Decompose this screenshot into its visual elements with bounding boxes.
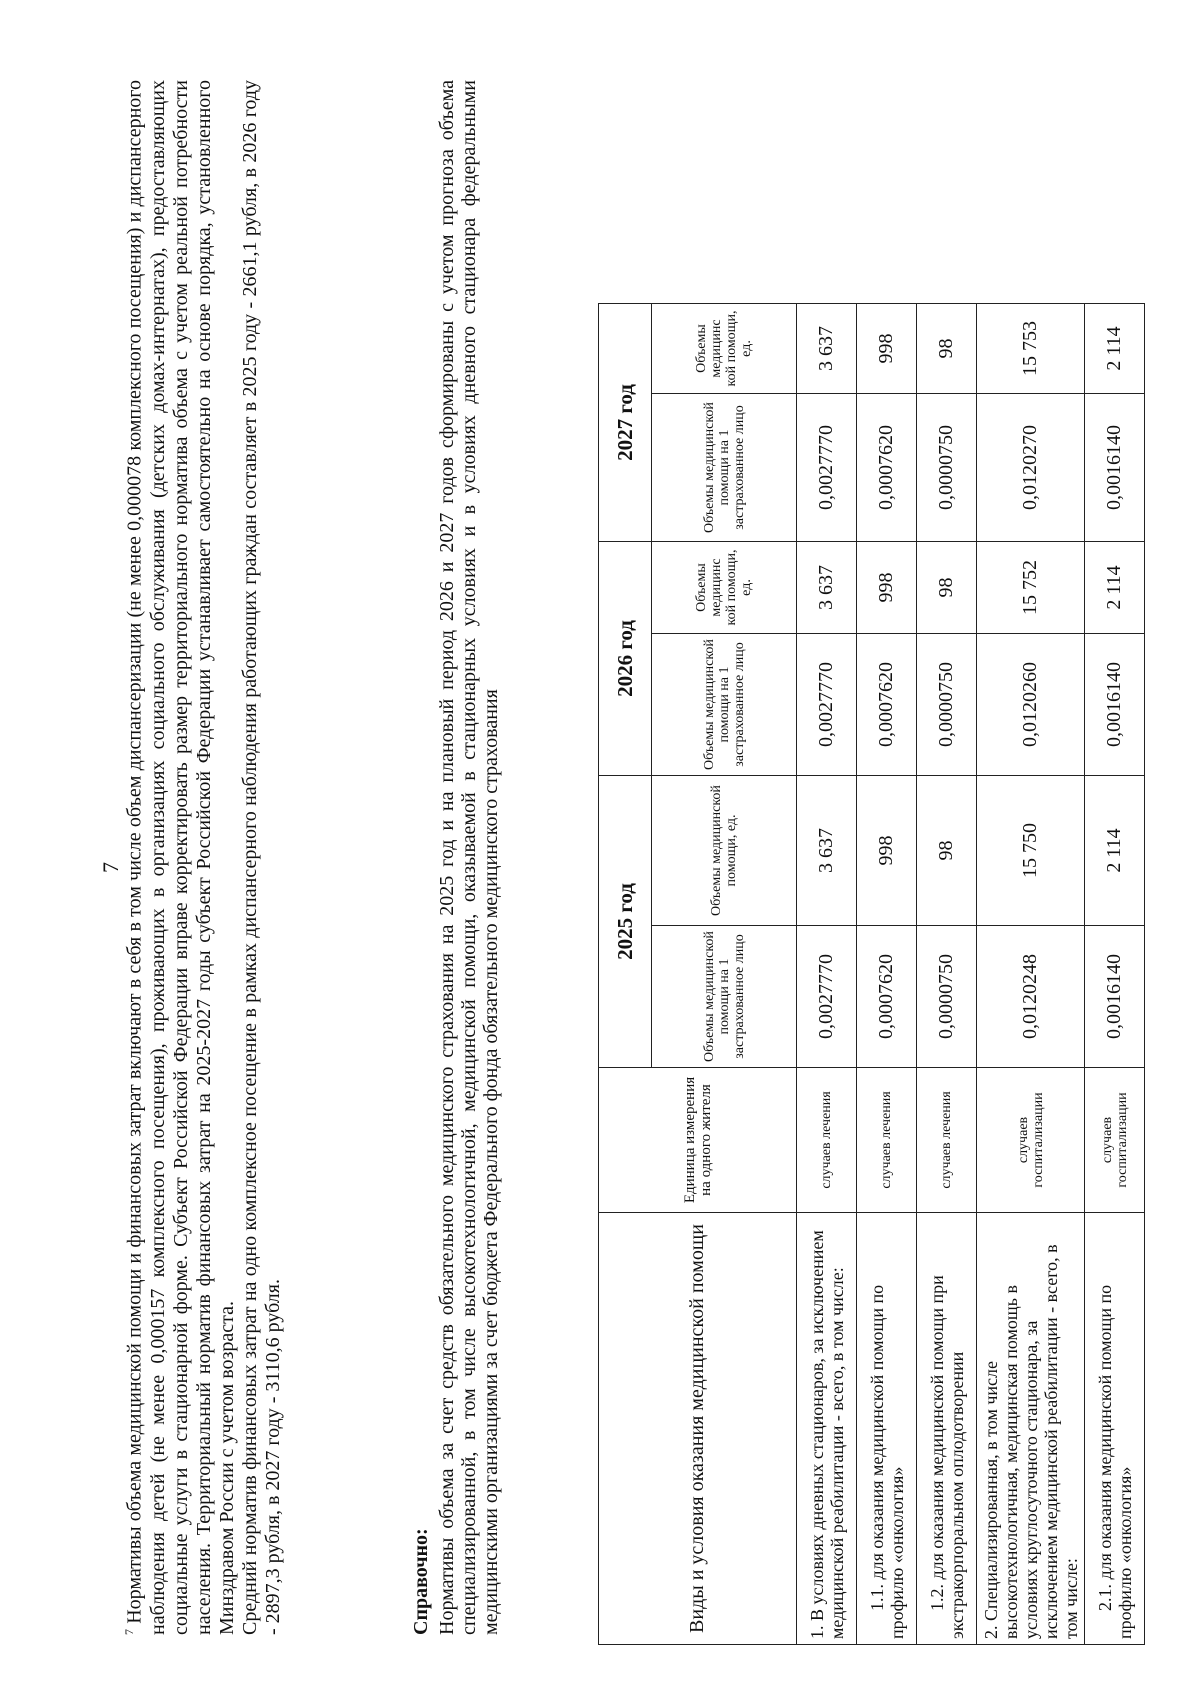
- cell-2026-total: 3 637: [797, 542, 857, 634]
- cell-2027-rate: 0,0027770: [797, 394, 857, 542]
- cell-2025-rate: 0,0000750: [917, 926, 977, 1068]
- cell-2027-rate: 0,0007620: [857, 394, 917, 542]
- reference-text: Нормативы объема за счет средств обязательного медицинского страхования на 2025 год и на плановый период 2026 и 2027 годов сформированы с учетом прогноза объема специализированной, в том числе высокотехнологичной, медицинской помощи, оказываемой в стационарных условиях и в условиях дневного стационара федеральными медицинскими организациями за счет бюджета Федерального фонда обязательного медицинского страхования: [436, 80, 502, 1635]
- footnote-paragraph-1: [118, 80, 239, 1635]
- table-row: [917, 304, 977, 1645]
- cell-2025-total: 2 114: [1085, 776, 1145, 926]
- row-unit: случаев госпитализации: [1085, 1068, 1145, 1213]
- footnote: [118, 80, 285, 1635]
- header-2026-rate: Объемы медицинской помощи на 1 застрахованное лицо: [652, 634, 797, 776]
- row-type: 1.1. для оказания медицинской помощи по профилю «онкология»: [857, 1213, 917, 1645]
- row-type: 1. В условиях дневных стационаров, за исключением медицинской реабилитации - всего, в том числе:: [797, 1213, 857, 1645]
- cell-2026-rate: 0,0027770: [797, 634, 857, 776]
- cell-2026-total: 2 114: [1085, 542, 1145, 634]
- cell-2027-total: 98: [917, 304, 977, 394]
- footnote-paragraph-2: Средний норматив финансовых затрат на одно комплексное посещение в рамках диспансерного наблюдения работающих граждан составляет в 2025 году - 2661,1 рубля, в 2026 году - 2897,3 рубля, в 2027 году - 3110,6 рубля.: [238, 80, 284, 1635]
- cell-2026-total: 98: [917, 542, 977, 634]
- header-year-2026: 2026 год: [599, 542, 652, 776]
- cell-2026-rate: 0,0120260: [977, 634, 1085, 776]
- header-2027-rate: Объемы медицинской помощи на 1 застрахованное лицо: [652, 394, 797, 542]
- footnote-marker: 7: [122, 1629, 136, 1635]
- row-unit: случаев лечения: [797, 1068, 857, 1213]
- cell-2025-rate: 0,0016140: [1085, 926, 1145, 1068]
- cell-2027-rate: 0,0016140: [1085, 394, 1145, 542]
- cell-2026-total: 15 752: [977, 542, 1085, 634]
- footnote-text-1: Нормативы объема медицинской помощи и финансовых затрат включают в себя в том числе объем диспансеризации (не менее 0,000078 комплексного посещения) и диспансерного наблюдения детей (не менее 0,000157 комплексного посещения), проживающих в организациях социального обслуживания (детских домах-интернатах), предоставляющих социальные услуги в стационарной форме. Субъект Российской Федерации вправе корректировать размер территориального норматива объема с учетом реальной потребности населения. Территориальный норматив финансовых затрат на 2025-2027 годы субъект Российской Федерации устанавливает самостоятельно на основе порядка, установленного Минздравом России с учетом возраста.: [123, 80, 238, 1635]
- cell-2025-rate: 0,0027770: [797, 926, 857, 1068]
- cell-2026-total: 998: [857, 542, 917, 634]
- cell-2026-rate: 0,0000750: [917, 634, 977, 776]
- row-type: 1.2. для оказания медицинской помощи при экстракорпоральном оплодотворении: [917, 1213, 977, 1645]
- cell-2026-rate: 0,0016140: [1085, 634, 1145, 776]
- cell-2025-total: 98: [917, 776, 977, 926]
- cell-2027-total: 2 114: [1085, 304, 1145, 394]
- cell-2027-total: 998: [857, 304, 917, 394]
- cell-2025-rate: 0,0120248: [977, 926, 1085, 1068]
- cell-2026-rate: 0,0007620: [857, 634, 917, 776]
- reference-heading: Справочно:: [410, 1528, 432, 1635]
- table-row: [977, 304, 1085, 1645]
- cell-2025-rate: 0,0007620: [857, 926, 917, 1068]
- page-number: 7: [98, 862, 123, 873]
- cell-2027-total: 15 753: [977, 304, 1085, 394]
- row-unit: случаев лечения: [917, 1068, 977, 1213]
- header-2026-total: Объемы медицинс кой помощи, ед.: [652, 542, 797, 634]
- cell-2027-rate: 0,0000750: [917, 394, 977, 542]
- row-unit: случаев госпитализации: [977, 1068, 1085, 1213]
- table-row: [857, 304, 917, 1645]
- cell-2025-total: 998: [857, 776, 917, 926]
- cell-2025-total: 15 750: [977, 776, 1085, 926]
- header-year-2027: 2027 год: [599, 304, 652, 542]
- header-2025-total: Объемы медицинской помощи, ед.: [652, 776, 797, 926]
- header-2025-rate: Объемы медицинской помощи на 1 застрахованное лицо: [652, 926, 797, 1068]
- row-unit: случаев лечения: [857, 1068, 917, 1213]
- header-2027-total: Объемы медицинс кой помощи, ед.: [652, 304, 797, 394]
- row-type: 2.1. для оказания медицинской помощи по профилю «онкология»: [1085, 1213, 1145, 1645]
- cell-2027-rate: 0,0120270: [977, 394, 1085, 542]
- header-unit: Единица измерения на одного жителя: [599, 1068, 797, 1213]
- row-type: 2. Специализированная, в том числе высокотехнологичная, медицинская помощь в условиях круглосуточного стационара, за исключением медицинской реабилитации - всего, в том числе:: [977, 1213, 1085, 1645]
- header-type: Виды и условия оказания медицинской помощи: [599, 1213, 797, 1645]
- cell-2027-total: 3 637: [797, 304, 857, 394]
- cell-2025-total: 3 637: [797, 776, 857, 926]
- table-row: [797, 304, 857, 1645]
- volume-norms-table: [598, 303, 1145, 1645]
- table-row: [1085, 304, 1145, 1645]
- header-year-2025: 2025 год: [599, 776, 652, 1068]
